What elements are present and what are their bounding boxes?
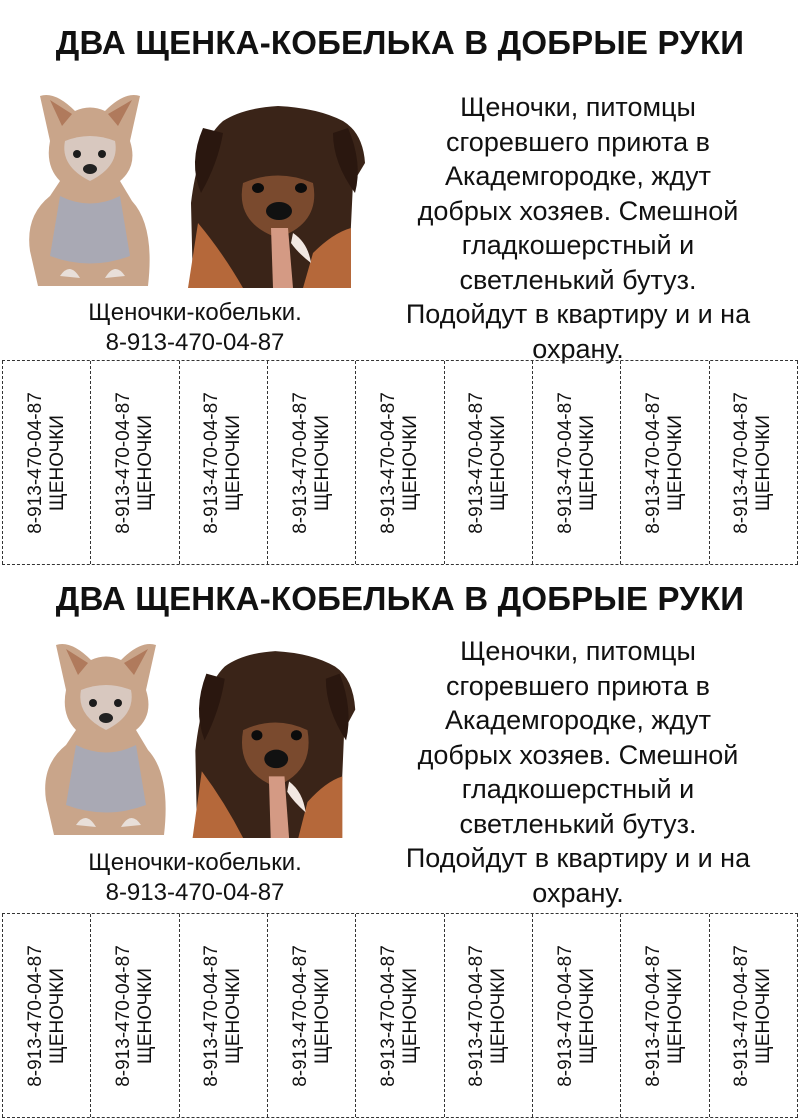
dark-puppy-photo [183,103,368,288]
description-line: добрых хозяев. Смешной [417,195,739,226]
tab-label: ЩЕНОЧКИ [223,414,245,511]
tab-text [25,392,69,534]
tab-text [290,392,334,534]
tab-text [643,945,687,1087]
tear-off-tab[interactable] [355,914,443,1117]
description-line: охрану. [532,333,624,364]
description-line: Подойдут в квартиру и и на [405,299,751,329]
tab-text [113,392,157,534]
photo-caption [30,848,360,908]
tab-phone: 8-913-470-04-87 [24,391,46,534]
description-line: Подойдут в квартиру и и на [405,843,751,873]
tab-phone: 8-913-470-04-87 [112,391,134,534]
tear-off-tab[interactable] [532,914,620,1117]
tab-text [466,945,510,1087]
tab-text [201,945,245,1087]
description-line: сгоревшего приюта в [446,126,710,157]
tear-off-tab[interactable] [179,361,267,564]
description-line: светленький бутуз. [459,808,697,839]
tab-label: ЩЕНОЧКИ [311,414,333,511]
photo-caption [30,298,360,358]
tab-phone: 8-913-470-04-87 [377,391,399,534]
tab-text [555,945,599,1087]
tab-text [25,945,69,1087]
tab-phone: 8-913-470-04-87 [289,391,311,534]
tear-off-tab[interactable] [179,914,267,1117]
tear-off-tab[interactable] [90,361,178,564]
tab-text [378,392,422,534]
tab-text [731,945,775,1087]
tear-off-tab[interactable] [267,361,355,564]
tab-label: ЩЕНОЧКИ [311,967,333,1064]
headline: ДВА ЩЕНКА-КОБЕЛЬКА В ДОБРЫЕ РУКИ [55,580,745,617]
tab-label: ЩЕНОЧКИ [488,414,510,511]
description-line: охрану. [532,877,624,908]
description-line: Академгородке, ждут [444,161,712,191]
tear-off-tab[interactable] [267,914,355,1117]
caption-phone: 8-913-470-04-87 [105,879,285,906]
light-puppy-photo [36,635,176,835]
tab-label: ЩЕНОЧКИ [753,967,775,1064]
tab-label: ЩЕНОЧКИ [46,967,68,1064]
tab-text [290,945,334,1087]
tear-off-tab[interactable] [2,361,90,564]
tab-phone: 8-913-470-04-87 [201,391,223,534]
description-line: Щеночки, питомцы [460,636,696,666]
tear-off-tab[interactable] [620,361,708,564]
tab-label: ЩЕНОЧКИ [576,967,598,1064]
tab-text [555,392,599,534]
tear-off-tabs [2,913,798,1118]
tab-phone: 8-913-470-04-87 [112,944,134,1087]
description-line: добрых хозяев. Смешной [417,739,739,770]
tear-off-tab[interactable] [532,361,620,564]
light-puppy-photo [20,86,160,286]
flyer-top [0,0,800,559]
tab-text [466,392,510,534]
tab-label: ЩЕНОЧКИ [664,414,686,511]
tear-off-tab[interactable] [2,914,90,1117]
tab-phone: 8-913-470-04-87 [642,391,664,534]
tab-phone: 8-913-470-04-87 [554,391,576,534]
tab-label: ЩЕНОЧКИ [399,414,421,511]
tab-phone: 8-913-470-04-87 [731,391,753,534]
tab-phone: 8-913-470-04-87 [642,944,664,1087]
tab-text [643,392,687,534]
tab-label: ЩЕНОЧКИ [223,967,245,1064]
description [372,634,784,910]
dark-puppy-photo [188,648,358,838]
tab-phone: 8-913-470-04-87 [201,944,223,1087]
tear-off-tab[interactable] [90,914,178,1117]
tab-text [113,945,157,1087]
description-line: светленький бутуз. [459,264,697,295]
tab-label: ЩЕНОЧКИ [664,967,686,1064]
tab-text [201,392,245,534]
tear-off-tab[interactable] [620,914,708,1117]
description-line: Щеночки, питомцы [460,92,696,122]
tear-off-tabs [2,360,798,565]
tear-off-tab[interactable] [444,914,532,1117]
tab-phone: 8-913-470-04-87 [466,391,488,534]
tab-label: ЩЕНОЧКИ [399,967,421,1064]
tab-phone: 8-913-470-04-87 [377,944,399,1087]
description-line: сгоревшего приюта в [446,670,710,701]
tab-phone: 8-913-470-04-87 [554,944,576,1087]
tear-off-tab[interactable] [355,361,443,564]
tab-text [731,392,775,534]
tab-phone: 8-913-470-04-87 [731,944,753,1087]
flyer-bottom [0,560,800,1119]
tab-label: ЩЕНОЧКИ [576,414,598,511]
tear-off-tab[interactable] [444,361,532,564]
description [372,90,784,366]
tear-off-tab[interactable] [709,361,798,564]
tab-label: ЩЕНОЧКИ [753,414,775,511]
caption-title: Щеночки-кобельки. [88,849,302,876]
tab-phone: 8-913-470-04-87 [289,944,311,1087]
description-line: гладкошерстный и [461,774,695,804]
caption-phone: 8-913-470-04-87 [105,329,285,356]
tab-label: ЩЕНОЧКИ [46,414,68,511]
tab-label: ЩЕНОЧКИ [134,967,156,1064]
description-line: Академгородке, ждут [444,705,712,735]
tab-label: ЩЕНОЧКИ [134,414,156,511]
description-line: гладкошерстный и [461,230,695,260]
tab-phone: 8-913-470-04-87 [24,944,46,1087]
tear-off-tab[interactable] [709,914,798,1117]
tab-text [378,945,422,1087]
caption-title: Щеночки-кобельки. [88,299,302,326]
tab-phone: 8-913-470-04-87 [466,944,488,1087]
tab-label: ЩЕНОЧКИ [488,967,510,1064]
headline: ДВА ЩЕНКА-КОБЕЛЬКА В ДОБРЫЕ РУКИ [55,24,745,61]
